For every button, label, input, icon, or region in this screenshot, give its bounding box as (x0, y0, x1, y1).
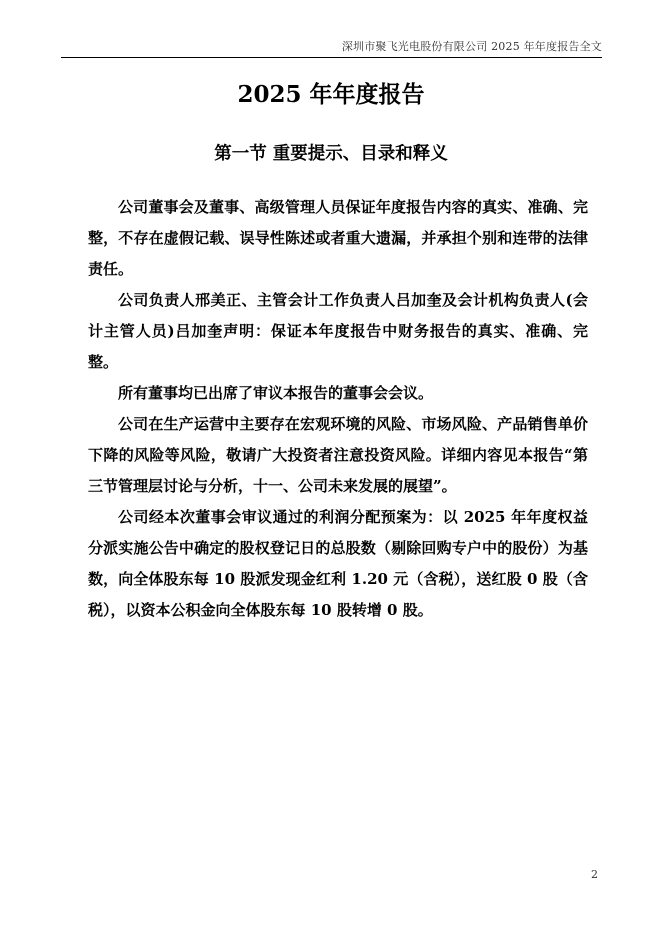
paragraph-directors-attendance: 所有董事均已出席了审议本报告的董事会会议。 (118, 384, 434, 402)
document-title: 2025 年年度报告 (237, 81, 425, 108)
section-title: 第一节 重要提示、目录和释义 (214, 144, 448, 164)
paragraph-risk-warning: 公司在生产运营中主要存在宏观环境的风险、市场风险、产品销售单价下降的风险等风险，敬请广大投资者注意投资风险。详细内容见本报告“第三节管理层讨论与分析，十一、公司未来发展的展望”。 (88, 415, 588, 495)
paragraph-board-guarantee: 公司董事会及董事、高级管理人员保证年度报告内容的真实、准确、完整，不存在虚假记载、误导性陈述或者重大遗漏，并承担个别和连带的法律责任。 (88, 198, 588, 278)
page-number: 2 (591, 868, 598, 881)
important-notice-body (88, 192, 588, 626)
running-header: 深圳市聚飞光电股份有限公司 2025 年年度报告全文 (341, 40, 602, 53)
paragraph-responsible-persons-statement: 公司负责人邢美正、主管会计工作负责人吕加奎及会计机构负责人(会计主管人员)吕加奎声明：保证本年度报告中财务报告的真实、准确、完整。 (88, 291, 588, 371)
paragraph-profit-distribution: 公司经本次董事会审议通过的利润分配预案为：以 2025 年年度权益分派实施公告中确定的股权登记日的总股数（剔除回购专户中的股份）为基数，向全体股东每 10 股派发现金红利 1.20 元（含税），送红股 0 股（含税），以资本公积金向全体股东每 10 股转增 0 股。 (88, 508, 588, 619)
header-divider (61, 57, 602, 58)
